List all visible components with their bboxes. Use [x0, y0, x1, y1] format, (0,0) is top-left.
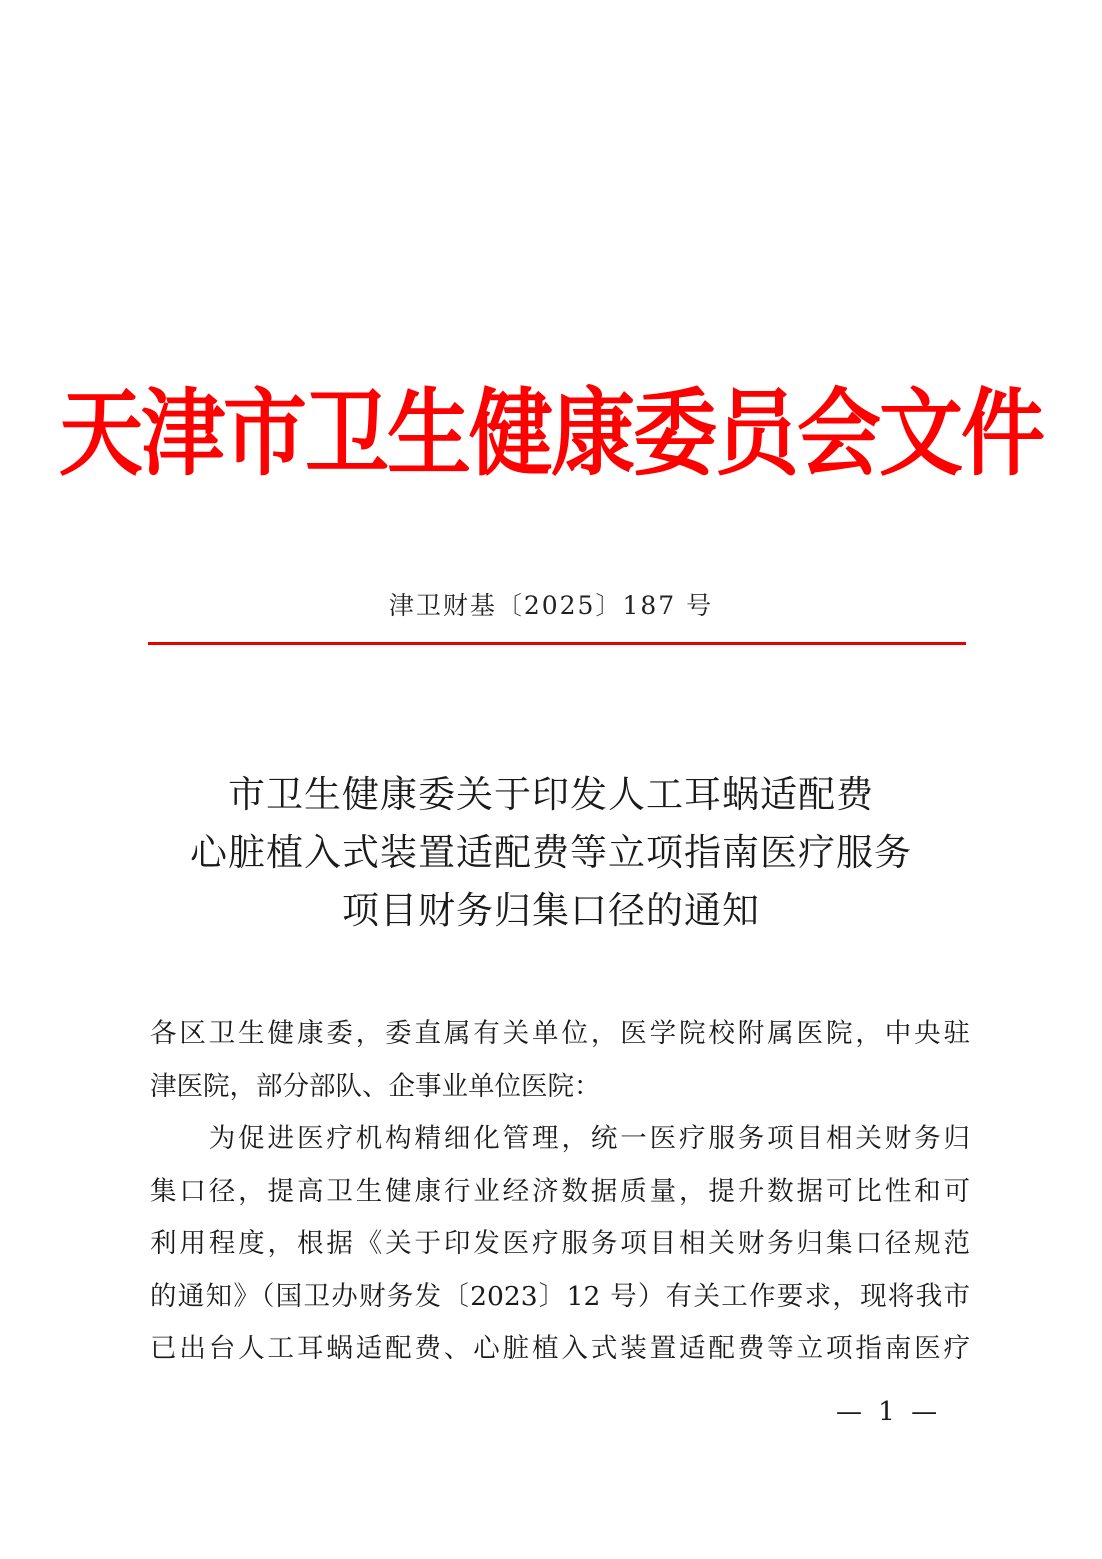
title-line: 心脏植入式装置适配费等立项指南医疗服务: [190, 831, 912, 874]
body-text: [150, 1008, 970, 1376]
recipients-line: 津医院，部分部队、企事业单位医院：: [150, 1070, 601, 1102]
paragraph-line: 为促进医疗机构精细化管理，统一医疗服务项目相关财务归: [150, 1123, 970, 1154]
page-number: — 1 —: [836, 1397, 942, 1427]
title-line: 市卫生健康委关于印发人工耳蜗适配费: [228, 773, 874, 816]
document-title: [0, 766, 1102, 940]
title-line: 项目财务归集口径的通知: [342, 889, 760, 932]
recipients-line: 各区卫生健康委，委直属有关单位，医学院校附属医院，中央驻: [150, 1018, 970, 1049]
paragraph-line: 集口径，提高卫生健康行业经济数据质量，提升数据可比性和可: [150, 1175, 970, 1207]
masthead-title: 天津市卫生健康委员会文件: [58, 378, 1043, 489]
document-number: 津卫财基〔2025〕187 号: [388, 591, 714, 620]
paragraph-line: 利用程度，根据《关于印发医疗服务项目相关财务归集口径规范: [150, 1228, 970, 1259]
paragraph-line: 的通知》（国卫办财务发〔2023〕12 号）有关工作要求，现将我市: [150, 1280, 970, 1312]
paragraph-line: 已出台人工耳蜗适配费、心脏植入式装置适配费等立项指南医疗: [150, 1333, 970, 1364]
red-divider-line: [148, 642, 966, 645]
